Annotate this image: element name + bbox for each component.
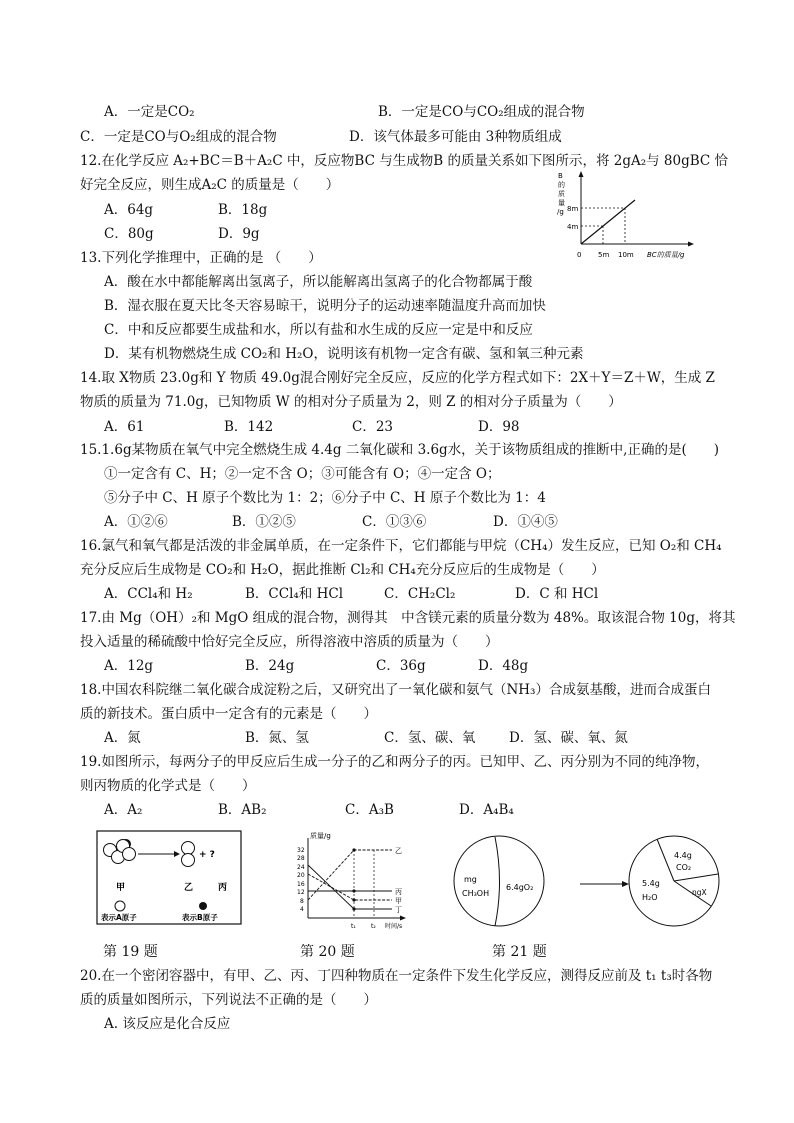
q12-graph-ytick-8m: 8m	[567, 205, 579, 213]
fig20-series-label-bing: 丙	[395, 888, 402, 896]
q13-option-d: D．某有机物燃烧生成 CO₂和 H₂O，说明该有机物一定含有碳、氢和氧三种元素	[104, 346, 584, 362]
fig20-series-label-yi: 乙	[395, 847, 402, 855]
fig21-left-ch3oh: CH₃OH	[462, 889, 490, 898]
q15-option-d: D．①④⑤	[493, 514, 558, 530]
q12-graph-data-line	[581, 200, 635, 244]
q12-mass-graph	[555, 168, 705, 263]
q17-option-b: B．24g	[245, 658, 295, 674]
q14-option-d: D．98	[478, 419, 520, 435]
fig21-right-h2o-mass: 5.4g	[642, 879, 660, 888]
fig21-pie-diagram	[452, 832, 724, 932]
q12-option-b: B．18g	[218, 202, 268, 218]
q14-option-b: B．142	[224, 419, 274, 435]
q20-stem-line1: 20.在一个密闭容器中，有甲、乙、丙、丁四种物质在一定条件下发生化学反应，测得反应前及 t₁ t₃时各物	[80, 968, 713, 984]
q14-option-a: A．61	[104, 419, 145, 435]
fig20-ytick-20: 20	[297, 872, 305, 879]
q19-stem-line1: 19.如图所示，每两分子的甲反应后生成一分子的乙和两分子的丙。已知甲、乙、丙分别为不同的纯净物，	[80, 754, 709, 770]
fig19-legend-b-atom	[199, 902, 207, 910]
q12-stem-line2: 好完全反应，则生成A₂C 的质量是（ ）	[80, 177, 340, 193]
fig20-x-arrow	[400, 916, 406, 921]
caption-q19: 第 19 题	[103, 944, 158, 960]
q15-option-b: B．①②⑤	[232, 514, 296, 530]
q17-stem-line1: 17.由 Mg（OH）₂和 MgO 组成的混合物，测得其 中含镁元素的质量分数为 48%。取该混合物 10g，将其	[80, 610, 736, 626]
q15-stem-line1: 15.1.6g某物质在氧气中完全燃烧生成 4.4g 二氧化碳和 3.6g水，关于该物质组成的推断中,正确的是( )	[80, 442, 720, 458]
q12-graph-xtick-5m: 5m	[598, 251, 610, 259]
q18-option-d: D．氢、碳、氧、氮	[509, 730, 628, 746]
fig19-yi-molecule-a2	[182, 854, 195, 867]
q18-stem-line1: 18.中国农科院继二氧化碳合成淀粉之后，又研究出了一氧化碳和氨气（NH₃）合成氨基酸，进而合成蛋白	[80, 682, 711, 698]
fig20-series-jia	[308, 874, 392, 900]
q12-graph-ytick-4m: 4m	[567, 223, 579, 231]
q16-option-c: C．CH₂Cl₂	[384, 586, 456, 602]
q17-option-c: C．36g	[376, 658, 426, 674]
q12-stem-line1: 12.在化学反应 A₂+BC＝B＋A₂C 中，反应物BC 与生成物B 的质量关系如下图所示，将 2gA₂与 80gBC 恰	[80, 153, 729, 169]
q13-option-c: C．中和反应都要生成盐和水，所以有盐和水生成的反应一定是中和反应	[104, 322, 533, 338]
q15-option-c: C．①③⑥	[362, 514, 427, 530]
fig21-right-x: ngX	[692, 888, 707, 897]
q12-graph-ylabel-5: /g	[557, 208, 564, 216]
q12-graph-x-arrow	[688, 242, 694, 247]
q14-option-c: C．23	[352, 419, 394, 435]
q12-graph-ylabel-1: B	[558, 172, 563, 180]
q12-option-d: D．9g	[218, 226, 260, 242]
fig19-reaction-arrowhead	[174, 851, 180, 857]
fig20-series-label-jia: 甲	[395, 897, 402, 905]
fig20-series-label-ding: 丁	[395, 906, 402, 914]
q12-graph-y-arrow	[579, 171, 584, 177]
q19-stem-line2: 则丙物质的化学式是（ ）	[80, 778, 256, 794]
fig20-series-ding	[308, 865, 392, 909]
fig19-molecule-diagram	[96, 830, 242, 926]
fig20-ytick-4: 4	[300, 906, 304, 913]
fig20-point-jia	[352, 898, 355, 901]
q11-option-b: B．一定是CO与CO₂组成的混合物	[378, 104, 585, 120]
fig20-xtick-t1: t₁	[351, 923, 356, 930]
fig19-label-yi: 乙	[184, 883, 194, 893]
q16-option-a: A．CCl₄和 H₂	[104, 586, 193, 602]
fig21-right-co2-mass: 4.4g	[674, 851, 692, 860]
fig19-label-jia: 甲	[116, 883, 126, 893]
q14-stem-line1: 14.取 X物质 23.0g和 Y 物质 49.0g混合刚好完全反应，反应的化学方程式如下：2X＋Y＝Z＋W，生成 Z	[80, 370, 715, 386]
fig19-legend-a-atom	[115, 901, 125, 911]
q13-stem: 13.下列化学推理中，正确的是 （ ）	[80, 250, 322, 266]
q17-option-a: A．12g	[104, 658, 154, 674]
fig20-ylabel: 质量/g	[310, 832, 331, 840]
q15-stem-line2: ①一定含有 C、H；②一定不含 O；③可能含有 O；④一定含 O；	[104, 466, 501, 482]
q11-option-a: A．一定是CO₂	[104, 104, 195, 120]
q11-option-d: D．该气体最多可能由 3种物质组成	[349, 129, 562, 145]
fig20-point-ding	[352, 907, 355, 910]
q16-stem-line2: 充分反应后生成物是 CO₂和 H₂O，据此推断 Cl₂和 CH₄充分反应后的生成物是（ ）	[80, 562, 605, 578]
caption-q21: 第 21 题	[492, 944, 547, 960]
q13-option-a: A．酸在水中都能解离出氢离子，所以能解离出氢离子的化合物都属于酸	[104, 274, 533, 290]
fig20-point-yi	[352, 848, 355, 851]
fig20-series-yi	[308, 850, 392, 900]
q13-option-b: B．湿衣服在夏天比冬天容易晾干，说明分子的运动速率随温度升高而加快	[104, 298, 546, 314]
fig20-point-bing	[352, 889, 355, 892]
q19-option-a: A．A₂	[104, 802, 143, 818]
q16-stem-line1: 16.氯气和氧气都是活泼的非金属单质，在一定条件下，它们都能与甲烷（CH₄）发生反应，已知 O₂和 CH₄	[80, 538, 722, 554]
q15-stem-line3: ⑤分子中 C、H 原子个数比为 1：2；⑥分子中 C、H 原子个数比为 1：4	[104, 490, 546, 506]
fig19-yi-molecule-a1	[182, 842, 195, 855]
fig19-plus-unknown: + ?	[199, 850, 215, 860]
q12-graph-xlabel: BC的质量/g	[647, 251, 685, 259]
q18-option-a: A．氮	[104, 730, 141, 746]
q12-graph-xtick-0: 0	[577, 251, 582, 259]
q14-stem-line2: 物质的质量为 71.0g，已知物质 W 的相对分子质量为 2，则 Z 的相对分子质量为（ ）	[80, 394, 622, 410]
q17-option-d: D．48g	[478, 658, 529, 674]
fig20-ytick-8: 8	[300, 898, 304, 905]
q12-graph-ylabel-4: 量	[558, 199, 565, 207]
caption-q20: 第 20 题	[300, 944, 355, 960]
q12-option-c: C．80g	[104, 226, 154, 242]
fig20-mass-time-chart	[292, 830, 422, 935]
fig20-ytick-16: 16	[297, 881, 305, 888]
q18-option-c: C．氢、碳、氧	[384, 730, 476, 746]
fig20-xtick-t2: t₂	[371, 923, 376, 930]
fig19-label-bing: 丙	[218, 883, 228, 893]
q18-option-b: B．氮、氢	[245, 730, 309, 746]
fig21-left-mg: mg	[464, 875, 477, 884]
q12-graph-ylabel-3: 质	[558, 190, 565, 198]
fig21-arrowhead	[622, 881, 629, 887]
q16-option-d: D．C 和 HCl	[515, 586, 599, 602]
fig19-legend-b: 表示B原子	[182, 913, 218, 922]
q19-option-c: C．A₃B	[345, 802, 394, 818]
fig20-ytick-24: 24	[297, 864, 305, 871]
q20-option-a: A. 该反应是化合反应	[104, 1016, 231, 1032]
q15-option-a: A．①②⑥	[104, 514, 168, 530]
fig20-xlabel: 时间/s	[385, 923, 403, 930]
fig21-right-co2: CO₂	[676, 863, 692, 872]
fig19-jia-molecule-a4	[123, 848, 136, 861]
q16-option-b: B．CCl₄和 HCl	[245, 586, 344, 602]
q12-graph-xtick-10m: 10m	[618, 251, 634, 259]
fig21-left-o2: 6.4gO₂	[506, 883, 534, 892]
fig20-ytick-32: 32	[297, 847, 305, 854]
q17-stem-line2: 投入适量的稀硫酸中恰好完全反应，所得溶液中溶质的质量为（ ）	[80, 634, 499, 650]
q20-stem-line2: 质的质量如图所示，下列说法不正确的是（ ）	[80, 992, 377, 1008]
fig20-ytick-28: 28	[297, 855, 305, 862]
q12-option-a: A．64g	[104, 202, 154, 218]
fig19-legend-a: 表示A原子	[101, 913, 137, 922]
q19-option-b: B．AB₂	[218, 802, 267, 818]
q11-option-c: C．一定是CO与O₂组成的混合物	[80, 129, 277, 145]
fig20-ytick-12: 12	[297, 889, 305, 896]
q18-stem-line2: 质的新技术。蛋白质中一定含有的元素是（ ）	[80, 706, 377, 722]
fig21-right-h2o: H₂O	[642, 893, 658, 902]
q12-graph-ylabel-2: 的	[558, 181, 565, 189]
q19-option-d: D．A₄B₄	[459, 802, 514, 818]
